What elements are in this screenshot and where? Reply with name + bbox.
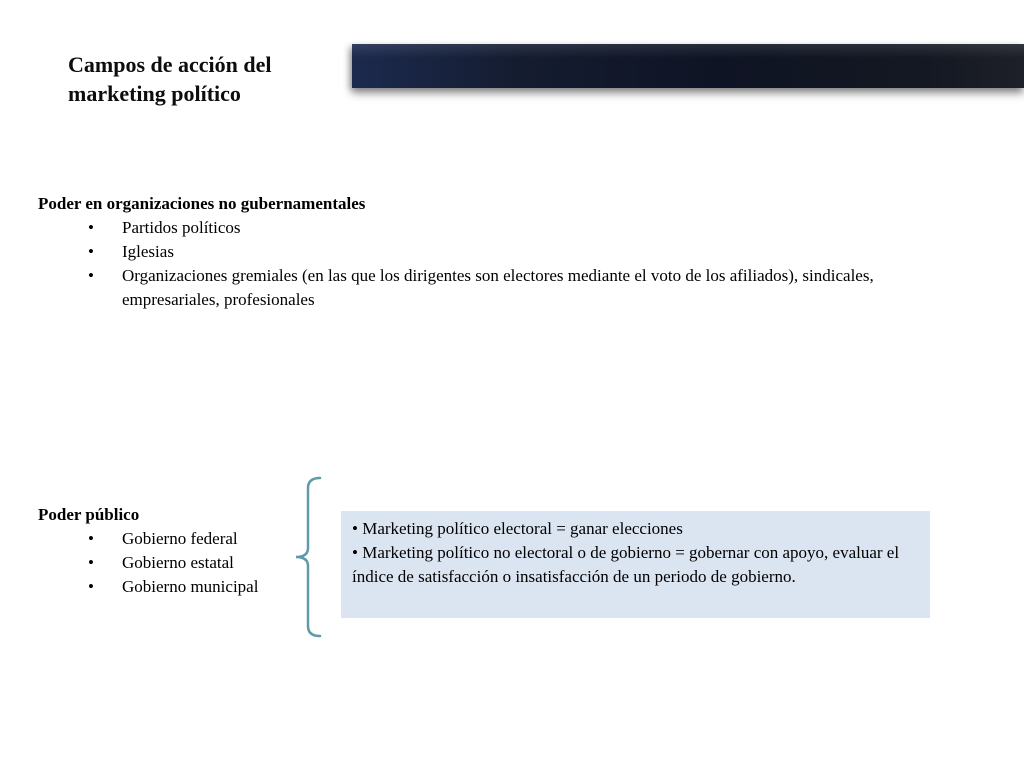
- list-item: [38, 527, 298, 551]
- list-item-text: Gobierno estatal: [122, 553, 234, 572]
- list-item: [38, 240, 938, 264]
- list-item-text: Partidos políticos: [122, 218, 241, 237]
- slide-title-line-2: marketing político: [68, 81, 241, 106]
- bullet-icon: •: [88, 218, 94, 237]
- list-item: [38, 216, 938, 240]
- public-section: [38, 503, 298, 599]
- curly-bracket-icon: [293, 476, 333, 638]
- ngo-list: [38, 216, 938, 312]
- slide-title-line-1: Campos de acción del: [68, 52, 272, 77]
- header-decorative-bar: [352, 44, 1024, 88]
- ngo-heading: Poder en organizaciones no gubernamentales: [38, 194, 366, 213]
- list-item: [38, 575, 298, 599]
- list-item-text: Gobierno municipal: [122, 577, 259, 596]
- bracket-path: [296, 478, 320, 636]
- list-item: [38, 551, 298, 575]
- list-item: [38, 264, 938, 312]
- bullet-icon: •: [88, 553, 94, 572]
- bullet-icon: •: [88, 577, 94, 596]
- bullet-icon: •: [88, 242, 94, 261]
- info-box: [341, 511, 930, 618]
- list-item-text: Organizaciones gremiales (en las que los dirigentes son electores mediante el voto de los afiliados), sindicales, empresariales, profesionales: [122, 266, 874, 309]
- info-box-line-electoral: • Marketing político electoral = ganar elecciones: [352, 519, 683, 538]
- list-item-text: Gobierno federal: [122, 529, 238, 548]
- info-box-line-government: • Marketing político no electoral o de gobierno = gobernar con apoyo, evaluar el índice de satisfacción o insatisfacción de un periodo de gobierno.: [352, 543, 900, 586]
- list-item-text: Iglesias: [122, 242, 174, 261]
- public-list: [38, 527, 298, 599]
- ngo-section: [38, 192, 938, 312]
- slide-title: [68, 50, 338, 108]
- public-heading: Poder público: [38, 505, 140, 524]
- bullet-icon: •: [88, 529, 94, 548]
- bullet-icon: •: [88, 266, 94, 285]
